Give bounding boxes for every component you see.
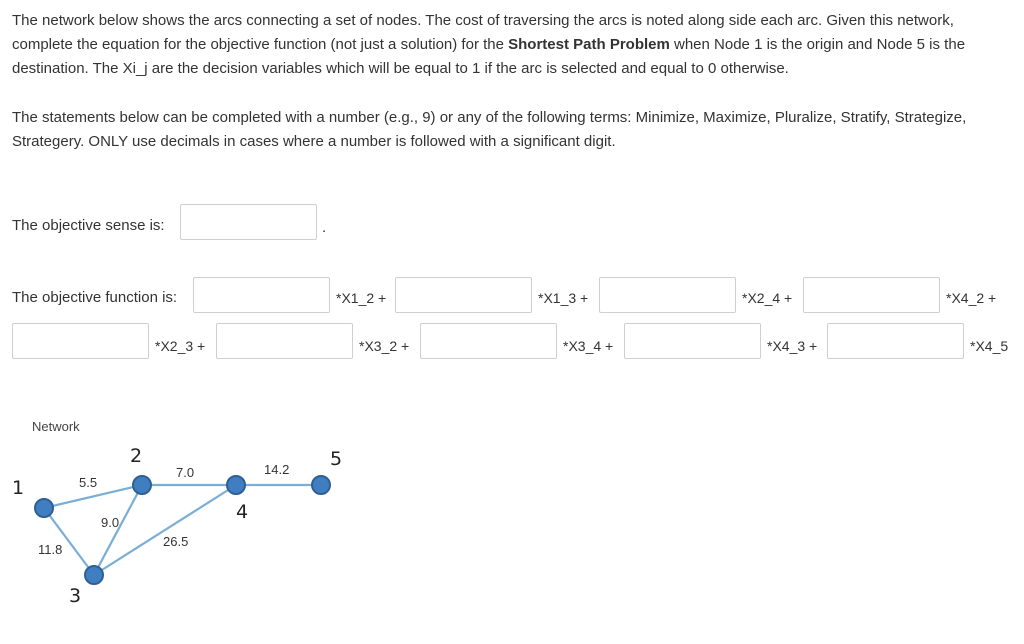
coef-input-x4-5[interactable]	[827, 323, 964, 359]
node-label-2: 2	[130, 445, 143, 467]
objective-sense-period: .	[322, 219, 327, 236]
network-title: Network	[32, 419, 80, 434]
node-label-1: 1	[12, 477, 25, 499]
term-x1-3: *X1_3 +	[538, 290, 589, 306]
coef-input-x3-2[interactable]	[216, 323, 353, 359]
coef-input-x1-2[interactable]	[193, 277, 330, 313]
term-x4-2: *X4_2 +	[946, 290, 997, 306]
coef-input-x4-3[interactable]	[624, 323, 761, 359]
edge-label-2-4: 7.0	[176, 465, 195, 480]
term-x3-4: *X3_4 +	[563, 338, 614, 354]
node-label-3: 3	[69, 585, 82, 607]
intro-text-1: The network below shows the arcs connecting a set of nodes. The cost of traversing the arcs is noted along side each arc. Given this network, complete the equation for the objective function (not just a solution) for the	[12, 12, 954, 53]
intro-bold: Shortest Path Problem	[508, 36, 670, 53]
network-diagram	[0, 410, 400, 610]
term-x2-4: *X2_4 +	[742, 290, 793, 306]
coef-input-x2-3[interactable]	[12, 323, 149, 359]
coef-input-x1-3[interactable]	[395, 277, 532, 313]
node-label-4: 4	[236, 501, 249, 523]
objective-function-label: The objective function is:	[12, 289, 178, 306]
coef-input-x3-4[interactable]	[420, 323, 557, 359]
edge-label-3-2: 9.0	[101, 515, 120, 530]
intro-text-2: when Node 1 is the origin and Node 5 is the destination. The Xi_j are the decision variables which will be equal to 1 if the arc is selected and equal to 0 otherwise.	[12, 36, 966, 77]
node-label-5: 5	[330, 448, 343, 470]
term-x2-3: *X2_3 +	[155, 338, 206, 354]
node-2	[133, 476, 151, 494]
term-x3-2: *X3_2 +	[359, 338, 410, 354]
edge-3-2	[94, 485, 142, 575]
coef-input-x2-4[interactable]	[599, 277, 736, 313]
term-x1-2: *X1_2 +	[336, 290, 387, 306]
edge-label-1-3: 11.8	[38, 542, 63, 557]
node-5	[312, 476, 330, 494]
term-x4-3: *X4_3 +	[767, 338, 818, 354]
term-x4-5: *X4_5	[970, 338, 1009, 354]
edge-label-1-2: 5.5	[79, 475, 98, 490]
coef-input-x4-2[interactable]	[803, 277, 940, 313]
node-4	[227, 476, 245, 494]
edge-label-3-4: 26.5	[163, 534, 189, 549]
objective-sense-label: The objective sense is:	[12, 217, 165, 234]
node-3	[85, 566, 103, 584]
edge-label-4-5: 14.2	[264, 462, 290, 477]
objective-sense-input[interactable]	[180, 204, 317, 240]
edge-3-4	[94, 485, 236, 575]
instructions-text: The statements below can be completed with a number (e.g., 9) or any of the following terms: Minimize, Maximize, Pluralize, Stratify, Strategize, Strategery. ONLY use decimals in cases where a number is followed with a significant digit.	[12, 109, 967, 150]
node-1	[35, 499, 53, 517]
problem-description	[12, 9, 1017, 81]
